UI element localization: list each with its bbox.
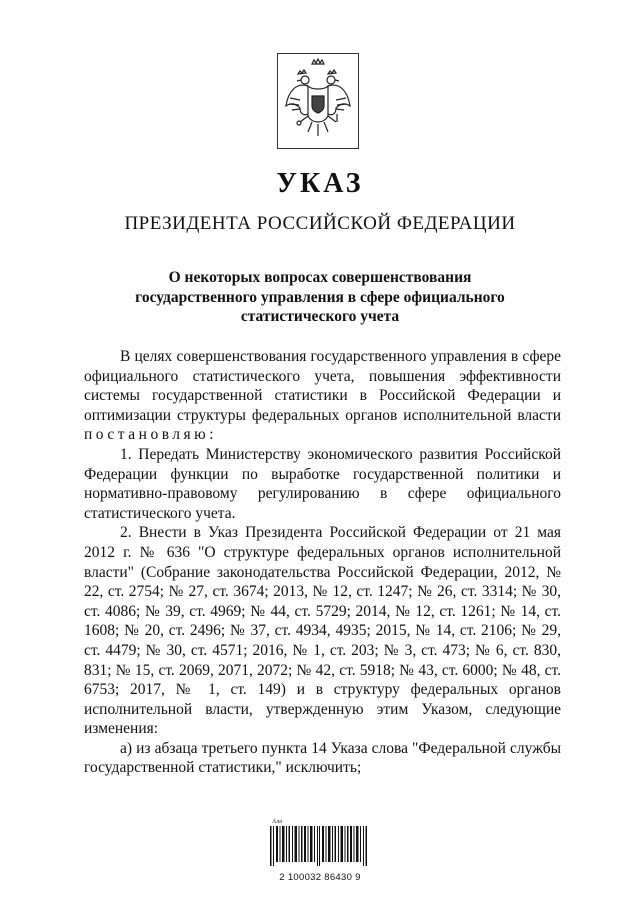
item-1-paragraph: 1. Передать Министерству экономического развития Российской Федерации функции по выработке государственной политики и нормативно-правовому регулированию в сфере официального статистического учета. [84,445,561,522]
decree-word: постановляю [84,426,210,444]
decree-body [84,347,561,778]
document-title: УКАЗ [276,168,364,199]
document-subtitle: ПРЕЗИДЕНТА РОССИЙСКОЙ ФЕДЕРАЦИИ [124,213,516,234]
preamble-paragraph [84,347,561,445]
preamble-end: : [209,426,214,444]
heading-line: О некоторых вопросах совершенствования [168,269,472,286]
double-headed-eagle-icon [278,54,358,148]
decree-heading [80,268,560,327]
barcode-number: 2 100032 86430 9 [279,872,361,883]
barcode-bars [266,826,374,866]
coat-of-arms-emblem [277,53,359,149]
barcode [266,818,374,888]
item-2a-paragraph: а) из абзаца третьего пункта 14 Указа слова "Федеральной службы государственной статистики," исключить; [84,739,561,777]
item-2-paragraph: 2. Внести в Указ Президента Российской Федерации от 21 мая 2012 г. № 636 "О структуре федеральных органов исполнительной власти" (Собрание законодательства Российской Федерации, 2012, № 22, ст. 2754; № 27, ст. 3674; 2013, № 12, ст. 1247; № 26, ст. 3314; № 30, ст. 4086; № 39, ст. 4969; № 44, ст. 5729; 2014, № 12, ст. 1261; № 14, ст. 1608; № 20, ст. 2496; № 37, ст. 4934, 4935; 2015, № 14, ст. 2106; № 29, ст. 4479; № 30, ст. 4571; 2016, № 1, ст. 203; № 3, ст. 473; № 6, ст. 830, 831; № 15, ст. 2069, 2071, 2072; № 42, ст. 5918; № 43, ст. 6000; № 48, ст. 6753; 2017, № 1, ст. 149) и в структуру федеральных органов исполнительной власти, утвержденную этим Указом, следующие изменения: [84,524,561,738]
barcode-top-text: Ало [272,819,283,825]
heading-line: государственного управления в сфере официального [135,288,505,306]
heading-line: статистического учета [240,308,400,325]
preamble-text: В целях совершенствования государственного управления в сфере официального статистического учета, повышения эффективности системы государственной статистики в Российской Федерации и оптимизации структуры федеральных органов исполнительной власти [84,348,561,424]
